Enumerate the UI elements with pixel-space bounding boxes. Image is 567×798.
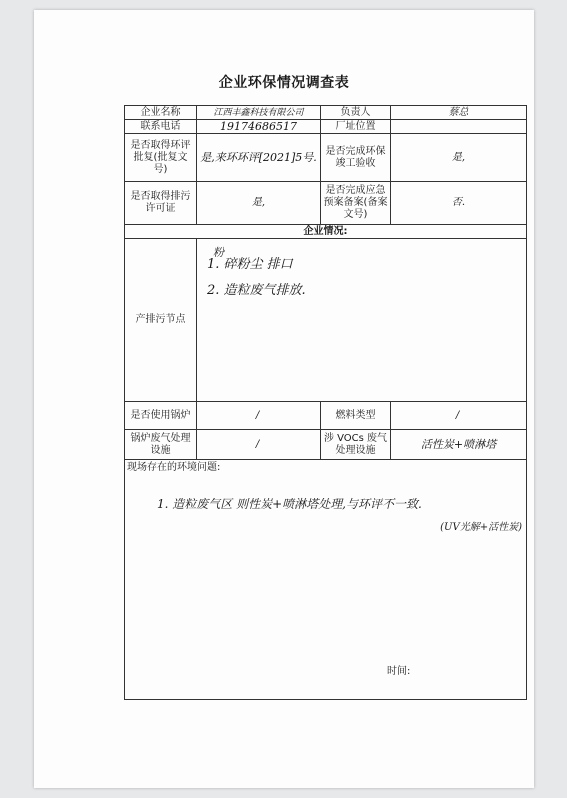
voc-label: 涉 VOCs 废气处理设施 xyxy=(321,430,391,460)
permit-value: 是, xyxy=(197,182,321,225)
issues-note: (UV光解+活性炭) xyxy=(440,522,522,533)
boiler-gas-label: 锅炉废气处理设施 xyxy=(125,430,197,460)
form-title: 企业环保情况调查表 xyxy=(218,75,350,91)
emergency-label: 是否完成应急预案备案(备案文号) xyxy=(321,182,391,225)
node-line: 2. 造粒废气排放. xyxy=(207,283,306,298)
address-value xyxy=(391,120,527,134)
fuel-type-label: 燃料类型 xyxy=(321,402,391,430)
phone-value: 19174686517 xyxy=(197,120,321,134)
issues-area xyxy=(125,460,527,700)
boiler-use-value: / xyxy=(197,402,321,430)
boiler-use-label: 是否使用锅炉 xyxy=(125,402,197,430)
phone-label: 联系电话 xyxy=(125,120,197,134)
node-line: 粉 xyxy=(213,246,224,259)
voc-value: 活性炭+喷淋塔 xyxy=(391,430,527,460)
company-name-label: 企业名称 xyxy=(125,106,197,120)
issues-label: 现场存在的环境问题: xyxy=(127,462,221,473)
eia-label: 是否取得环评批复(批复文号) xyxy=(125,134,197,182)
permit-label: 是否取得排污许可证 xyxy=(125,182,197,225)
company-name-value: 江西丰鑫科技有限公司 xyxy=(197,106,321,120)
owner-value: 蔡总 xyxy=(391,106,527,120)
document-page xyxy=(34,10,534,788)
acceptance-label: 是否完成环保竣工验收 xyxy=(321,134,391,182)
section-header: 企业情况: xyxy=(125,225,527,239)
issues-text: 1. 造粒废气区 则性炭+喷淋塔处理,与环评不一致. xyxy=(157,497,422,511)
boiler-gas-value: / xyxy=(197,430,321,460)
owner-label: 负责人 xyxy=(321,106,391,120)
fuel-type-value: / xyxy=(391,402,527,430)
address-label: 厂址位置 xyxy=(321,120,391,134)
nodes-label: 产排污节点 xyxy=(125,239,197,402)
time-label: 时间: xyxy=(387,666,411,677)
nodes-area xyxy=(197,239,527,402)
survey-table xyxy=(124,105,527,700)
acceptance-value: 是, xyxy=(391,134,527,182)
eia-value: 是,来环环评[2021]5号. xyxy=(197,134,321,182)
node-line: 1. 碎粉尘 排口 xyxy=(207,257,293,272)
emergency-value: 否. xyxy=(391,182,527,225)
